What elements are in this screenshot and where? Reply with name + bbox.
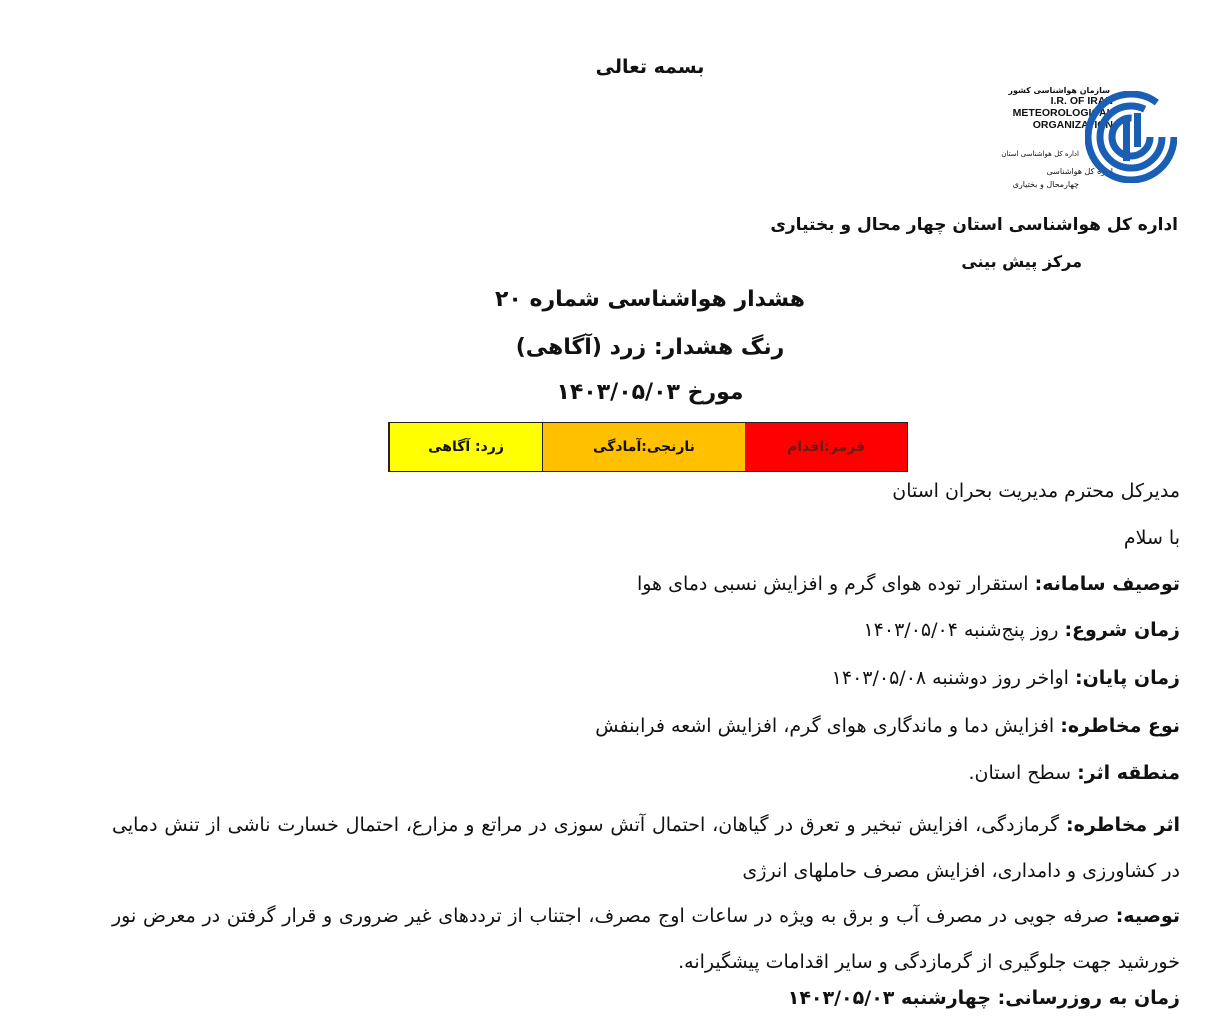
update-time-value: چهارشنبه ۱۴۰۳/۰۵/۰۳ [787,987,998,1009]
hazard-effect-value: گرمازدگی، افزایش تبخیر و تعرق در گیاهان، احتمال آتش سوزی در مراتع و مزارع، احتمال خسارت ناشی از تنش دمایی در کشاورزی و دامداری، افزایش مصرف حاملهای انرژی [112,814,1180,882]
advice-value: صرفه جویی در مصرف آب و برق به ویژه در ساعات اوج مصرف، اجتناب از ترددهای غیر ضروری و قرار گرفتن در معرض نور خورشید جهت جلوگیری از گرمازدگی و سایر اقدامات پیشگیرانه. [112,905,1180,973]
affected-area-label: منطقه اثر: [1077,762,1180,784]
logo-fa-line-3: چهارمحال و بختیاری [1012,180,1079,189]
hazard-effect-paragraph [112,802,1180,894]
end-time-value: اواخر روز دوشنبه ۱۴۰۳/۰۵/۰۸ [831,667,1075,689]
hazard-type-line [595,715,1180,737]
forecast-center-name: مرکز پیش بینی [961,252,1082,271]
office-name: اداره کل هواشناسی استان چهار محال و بختیاری [770,215,1178,235]
greeting-line: با سلام [1123,527,1180,549]
logo-en-line: I.R. OF IRAN [1050,95,1113,107]
logo-fa-line-1: اداره کل هواشناسی استان [1001,150,1079,158]
logo-en-line: ORGANIZATION [1032,119,1113,131]
start-time-label: زمان شروع: [1064,619,1180,641]
logo-en-line: METEOROLOGICAL [1012,107,1113,119]
organization-logo [985,85,1185,195]
hazard-type-label: نوع مخاطره: [1060,715,1180,737]
system-description-value: استقرار توده هوای گرم و افزایش نسبی دمای هوا [636,573,1035,595]
advice-label: توصیه: [1115,905,1180,927]
hazard-type-value: افزایش دما و ماندگاری هوای گرم، افزایش اشعه فرابنفش [595,715,1061,737]
recipient-line: مدیرکل محترم مدیریت بحران استان [892,480,1180,502]
advice-paragraph [112,893,1180,985]
warning-date-line: مورخ ۱۴۰۳/۰۵/۰۳ [556,380,744,405]
warning-level-legend [388,422,908,472]
start-time-value: روز پنج‌شنبه ۱۴۰۳/۰۵/۰۴ [863,619,1065,641]
meteorological-emblem-icon [1085,91,1177,183]
warning-title: هشدار هواشناسی شماره ۲۰ [494,287,806,312]
update-time-label: زمان به روزرسانی: [997,987,1180,1009]
update-time-line [788,987,1180,1009]
system-description-label: توصیف سامانه: [1034,573,1180,595]
affected-area-line [969,762,1180,784]
system-description-line [637,573,1180,595]
logo-fa-top-text: سازمان هواشناسی کشور [1008,86,1110,95]
start-time-line [863,619,1180,641]
basmala-heading: بسمه تعالی [595,56,705,78]
end-time-line [832,667,1180,689]
level-yellow: زرد: آگاهی [389,423,542,471]
level-orange: نارنجی:آمادگی [542,423,745,471]
logo-fa-line-2: اداره کل هواشناسی [1046,167,1113,176]
hazard-effect-label: اثر مخاطره: [1066,814,1181,836]
affected-area-value: سطح استان. [968,762,1078,784]
end-time-label: زمان پایان: [1074,667,1180,689]
level-red: قرمز:اقدام [745,423,907,471]
warning-color-line: رنگ هشدار: زرد (آگاهی) [515,335,785,360]
